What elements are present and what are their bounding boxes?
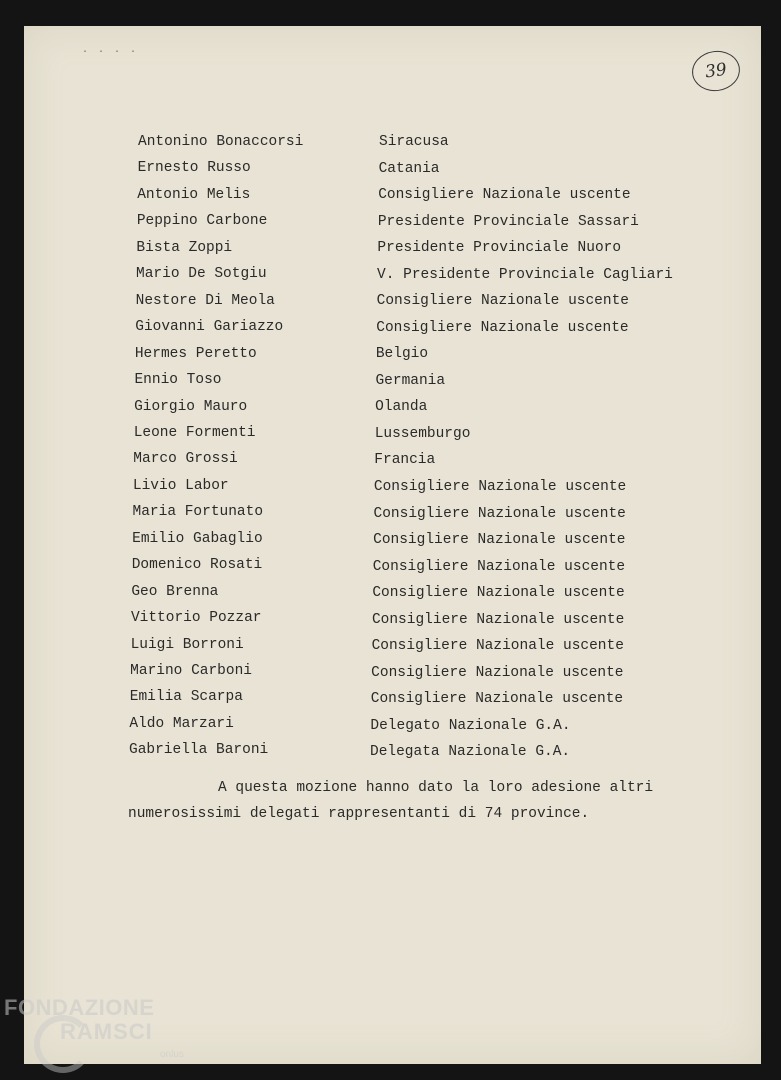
delegate-name: Mario De Sotgiu (136, 266, 267, 283)
delegate-name: Luigi Borroni (130, 636, 244, 653)
delegate-role: V. Presidente Provinciale Cagliari (377, 266, 673, 283)
archive-watermark (4, 995, 204, 1075)
delegate-name: Marco Grossi (133, 451, 238, 468)
delegate-name: Emilia Scarpa (129, 689, 243, 706)
delegate-role: Consigliere Nazionale uscente (376, 293, 629, 310)
delegate-role: Presidente Provinciale Sassari (377, 213, 639, 230)
delegate-role: Consigliere Nazionale uscente (373, 532, 626, 549)
delegate-name: Emilio Gabaglio (132, 530, 263, 547)
delegate-name: Maria Fortunato (132, 504, 264, 521)
delegate-role: Presidente Provinciale Nuoro (377, 240, 622, 257)
delegate-role: Belgio (375, 346, 429, 363)
delegate-role: Consigliere Nazionale uscente (378, 187, 631, 204)
delegate-role: Lussemburgo (374, 425, 471, 442)
delegate-name: Geo Brenna (131, 583, 219, 600)
delegate-role: Siracusa (379, 134, 449, 150)
delegate-role: Olanda (375, 399, 428, 416)
delegate-role: Germania (375, 372, 446, 389)
delegate-name: Vittorio Pozzar (130, 610, 262, 627)
watermark-line-1: FONDAZIONE (4, 995, 155, 1020)
delegate-role: Consigliere Nazionale uscente (372, 558, 626, 575)
delegate-name: Leone Formenti (133, 424, 256, 441)
delegate-role: Delegato Nazionale G.A. (370, 717, 571, 734)
delegate-role: Consigliere Nazionale uscente (373, 478, 627, 495)
page-number: 39 (689, 48, 742, 94)
delegate-name: Antonio Melis (137, 186, 251, 203)
closing-line-2: numerosissimi delegati rappresentanti di 74 province. (128, 806, 590, 822)
delegate-name: Domenico Rosati (131, 557, 263, 574)
delegate-name: Marino Carboni (130, 663, 252, 679)
delegate-name: Ernesto Russo (137, 160, 251, 177)
delegate-role: Catania (378, 160, 440, 177)
delegate-role: Consigliere Nazionale uscente (371, 638, 624, 655)
delegate-name: Hermes Peretto (134, 345, 257, 362)
delegate-role: Consigliere Nazionale uscente (371, 664, 624, 681)
watermark-line-2: RAMSCI (60, 1019, 153, 1044)
delegate-name: Giovanni Gariazzo (135, 319, 284, 336)
delegate-name: Giorgio Mauro (134, 398, 248, 415)
watermark-onlus: onlus (160, 1049, 184, 1060)
delegate-name: Ennio Toso (134, 372, 222, 389)
closing-line-1: A questa mozione hanno dato la loro adesione altri (218, 780, 654, 796)
top-marks: . . . . (82, 45, 139, 56)
delegate-role: Delegata Nazionale G.A. (370, 744, 571, 761)
delegate-role: Consigliere Nazionale uscente (371, 611, 625, 628)
delegate-name: Antonino Bonaccorsi (138, 134, 304, 150)
delegate-role: Francia (374, 452, 436, 469)
delegate-name: Nestore Di Meola (135, 292, 275, 309)
delegate-name: Peppino Carbone (136, 213, 268, 230)
delegate-role: Consigliere Nazionale uscente (376, 319, 629, 336)
delegate-name: Livio Labor (132, 477, 229, 494)
delegate-name: Gabriella Baroni (129, 742, 269, 759)
delegate-role: Consigliere Nazionale uscente (372, 585, 625, 602)
delegate-name: Bista Zoppi (136, 239, 233, 256)
delegate-name: Aldo Marzari (129, 715, 234, 732)
delegate-role: Consigliere Nazionale uscente (370, 691, 624, 708)
delegate-role: Consigliere Nazionale uscente (373, 505, 626, 522)
